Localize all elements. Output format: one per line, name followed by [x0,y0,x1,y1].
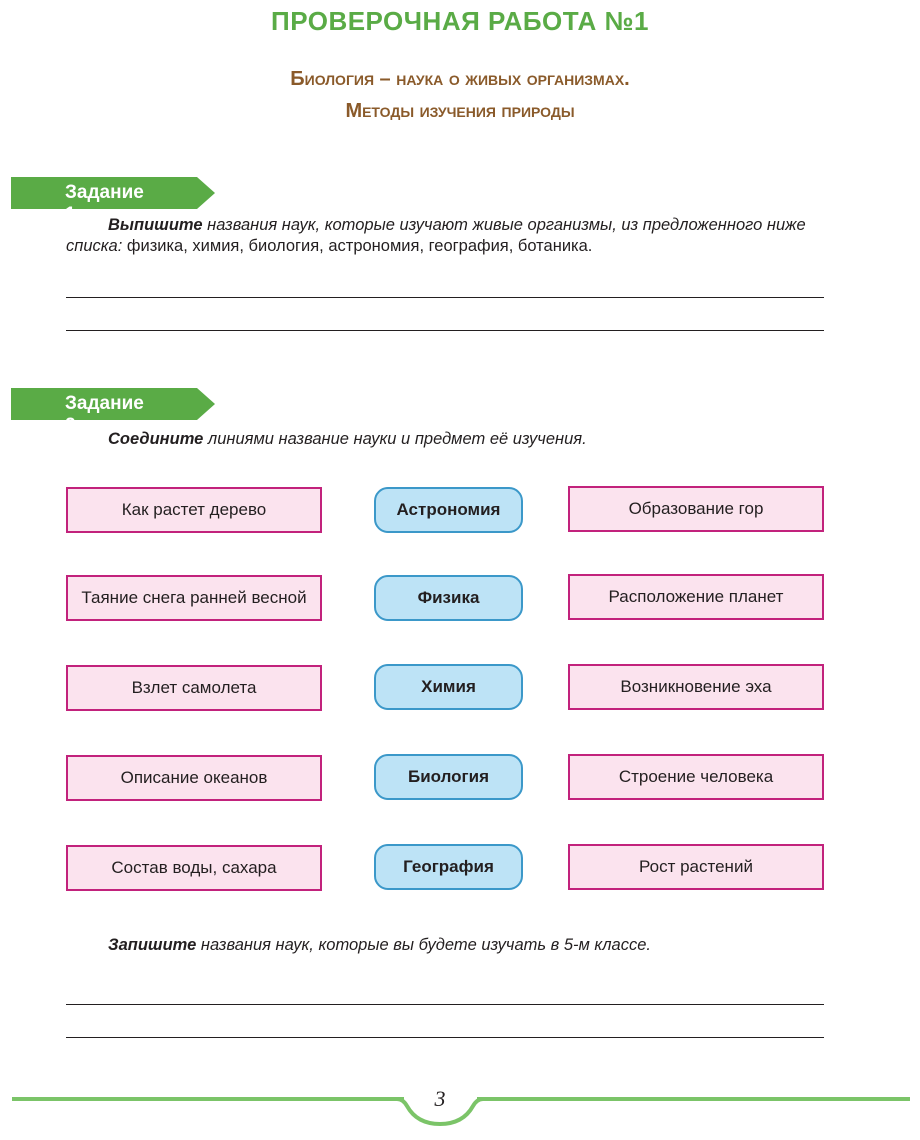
page-title: ПРОВЕРОЧНАЯ РАБОТА №1 [271,6,649,36]
task2-instruction-text: линиями название науки и предмет её изучения. [203,430,587,448]
science-box-physics[interactable]: Физика [374,575,523,621]
task1-instruction [66,215,836,257]
phenomenon-box[interactable]: Взлет самолета [66,665,322,711]
footer-line-right [477,1097,910,1101]
task1-instruction-list: физика, химия, биология, астрономия, география, ботаника. [122,237,593,255]
task1-answer-line-2[interactable] [66,330,824,331]
task3-instruction [66,935,836,956]
phenomenon-box[interactable]: Состав воды, сахара [66,845,322,891]
footer-line-left [12,1097,404,1101]
task1-answer-line-1[interactable] [66,297,824,298]
phenomenon-box[interactable]: Строение человека [568,754,824,800]
phenomenon-box[interactable]: Образование гор [568,486,824,532]
task3-answer-line-1[interactable] [66,1004,824,1005]
page-number: 3 [434,1086,446,1111]
phenomenon-box[interactable]: Описание океанов [66,755,322,801]
task3-answer-line-2[interactable] [66,1037,824,1038]
science-box-biology[interactable]: Биология [374,754,523,800]
task1-instruction-verb: Выпишите [108,216,203,234]
phenomenon-box[interactable]: Как растет дерево [66,487,322,533]
phenomenon-box[interactable]: Расположение планет [568,574,824,620]
task2-banner-label: Задание 2. [65,393,144,436]
topic-title-line1: Биология – наука о живых организмах. [290,68,630,90]
phenomenon-box[interactable]: Рост растений [568,844,824,890]
task3-instruction-verb: Запишите [108,936,197,954]
topic-title-line2: Методы изучения природы [345,100,575,122]
task2-instruction-verb: Соедините [108,430,204,448]
task1-banner-label: Задание 1. [65,182,144,225]
phenomenon-box[interactable]: Таяние снега ранней весной [66,575,322,621]
task2-instruction [66,429,836,450]
science-box-geography[interactable]: География [374,844,523,890]
science-box-chemistry[interactable]: Химия [374,664,523,710]
science-box-astronomy[interactable]: Астрономия [374,487,523,533]
phenomenon-box[interactable]: Возникновение эха [568,664,824,710]
task3-instruction-text: названия наук, которые вы будете изучать в 5-м классе. [196,936,651,954]
task1-instruction-text: названия наук, которые изучают живые организмы, из предложенного ниже списка: [66,216,806,255]
